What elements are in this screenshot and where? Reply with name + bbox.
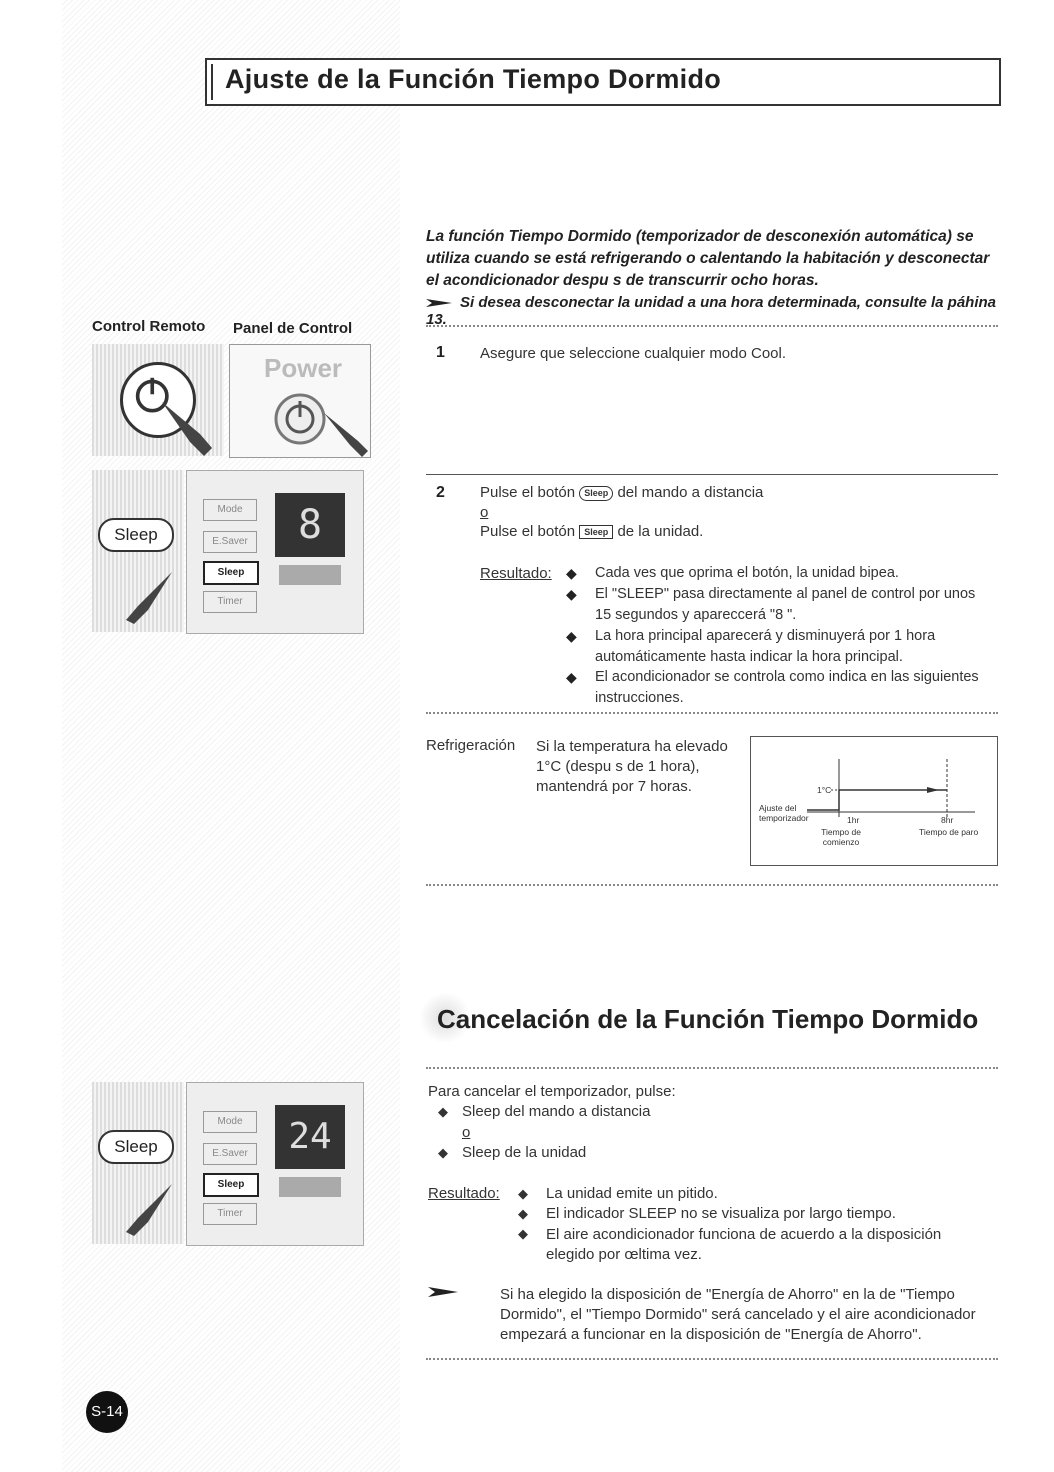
cancel-intro: Para cancelar el temporizador, pulse: [428,1083,676,1100]
step2-result-label: Resultado: [480,565,552,582]
esaver-button: E.Saver [203,1143,257,1165]
hand-pointer-icon [118,1182,174,1238]
cooling-text: Si la temperatura ha elevado 1°C (despu s de 1 hora), mantendrá por 7 horas. [536,738,728,795]
step2-or: o [480,504,489,521]
step2-line1-pre: Pulse el botón [480,484,576,501]
bullet-icon: ◆ [566,628,577,644]
remote-sleep-button: Sleep [98,518,174,552]
graph-8hr: 8hr [941,815,954,825]
bullet-icon: ◆ [438,1145,448,1160]
divider [426,325,998,327]
step2-result-3: La hora principal aparecerá y disminuyerá por 1 hora automáticamente hasta indicar la hora principal. [595,628,936,665]
graph-stop-label: Tiempo de paro [919,827,979,837]
divider [426,712,998,714]
label-remote: Control Remoto [92,318,206,335]
step2-number: 2 [436,484,445,501]
divider [426,1358,998,1360]
step1-text: Asegure que seleccione cualquier modo Cool. [480,345,787,362]
bullet-icon: ◆ [566,565,577,581]
cancel-result-3: El aire acondicionador funciona de acuerdo a la disposición elegido por œltima vez. [546,1226,942,1263]
step1-number: 1 [436,344,445,361]
sleep-remote-badge: Sleep [579,486,613,501]
hand-pointer-icon [322,411,370,457]
graph-lines [751,737,997,865]
bullet-icon: ◆ [518,1186,528,1201]
divider [426,474,998,475]
graph-1hr: 1hr [847,815,860,825]
panel-power-label: Power [264,353,343,383]
panel-power-illustration [229,344,371,458]
bullet-icon: ◆ [566,586,577,602]
cancel-note: Si ha elegido la disposición de "Energía de Ahorro" en la de "Tiempo Dormido", el "Tiempo Dormido" será cancelado y el aire acondicionador empezará a funcionar en la disposición de "Energía de Ahorro". [500,1286,976,1343]
step2-line2 [480,523,703,540]
mode-button: Mode [203,499,257,521]
sleep-unit-badge: Sleep [579,525,613,539]
step2-result-1: Cada ves que oprima el botón, la unidad bipea. [595,565,899,581]
sleep-button: Sleep [203,561,259,585]
page-number: S-14 [86,1391,128,1433]
page-title: Ajuste de la Función Tiempo Dormido [225,64,722,94]
mode-button: Mode [203,1111,257,1133]
bullet-icon: ◆ [438,1104,448,1119]
sleep-button: Sleep [203,1173,259,1197]
step2-result-2: El "SLEEP" pasa directamente al panel de control por unos 15 segundos y apareccerá "8 ". [595,586,976,623]
note-arrow-icon [428,1286,458,1298]
cancel-or: o [462,1124,471,1141]
graph-set-label: Ajuste del temporizador [759,803,809,823]
cancel-option-1: Sleep del mando a distancia [462,1103,651,1120]
title-box [205,58,1001,106]
cancel-result-label: Resultado: [428,1185,500,1202]
step2-line2-post: de la unidad. [617,523,704,540]
left-pattern-background [62,0,400,1472]
label-panel: Panel de Control [233,320,353,337]
cancel-result-2: El indicador SLEEP no se visualiza por largo tiempo. [546,1205,896,1222]
timer-button: Timer [203,1203,257,1225]
cancel-result-1: La unidad emite un pitido. [546,1185,718,1202]
intro-text: La función Tiempo Dormido (temporizador de desconexión automática) se utiliza cuando se está refrigerando o calentando la habitación y desconectar el acondicionador despu s de transcurrir ocho horas. [426,228,990,289]
bullet-icon: ◆ [518,1206,528,1221]
panel-sleep-illustration-2 [186,1082,364,1246]
cooling-label: Refrigeración [426,737,516,754]
timer-button: Timer [203,591,257,613]
cancel-option-2: Sleep de la unidad [462,1144,587,1161]
hand-pointer-icon [118,570,174,626]
divider [426,884,998,886]
divider [426,1067,998,1069]
step2-line2-pre: Pulse el botón [480,523,576,540]
remote-sleep-button-2: Sleep [98,1130,174,1164]
step2-line1-post: del mando a distancia [617,484,764,501]
bullet-icon: ◆ [566,669,577,685]
step2-result-4: El acondicionador se controla como indica en las siguientes instrucciones. [595,669,979,706]
display-panel: 8 [275,493,345,557]
panel-power-icon [270,389,330,449]
display-panel: 24 [275,1105,345,1169]
indicator-bar [279,1177,341,1197]
bullet-icon: ◆ [518,1226,528,1241]
cancel-title: Cancelación de la Función Tiempo Dormido [437,1004,979,1034]
graph-temp-label: 1°C [817,785,832,795]
note-arrow-icon [426,298,452,308]
graph-start-label: Tiempo de comienzo [821,827,861,847]
indicator-bar [279,565,341,585]
step2-line1 [480,484,763,501]
esaver-button: E.Saver [203,531,257,553]
hand-pointer-icon [160,400,220,460]
sleep-timer-graph [750,736,998,866]
panel-sleep-illustration [186,470,364,634]
note-reference [426,294,1006,328]
note-reference-text: Si desea desconectar la unidad a una hora determinada, consulte la páhina 13. [426,294,996,328]
